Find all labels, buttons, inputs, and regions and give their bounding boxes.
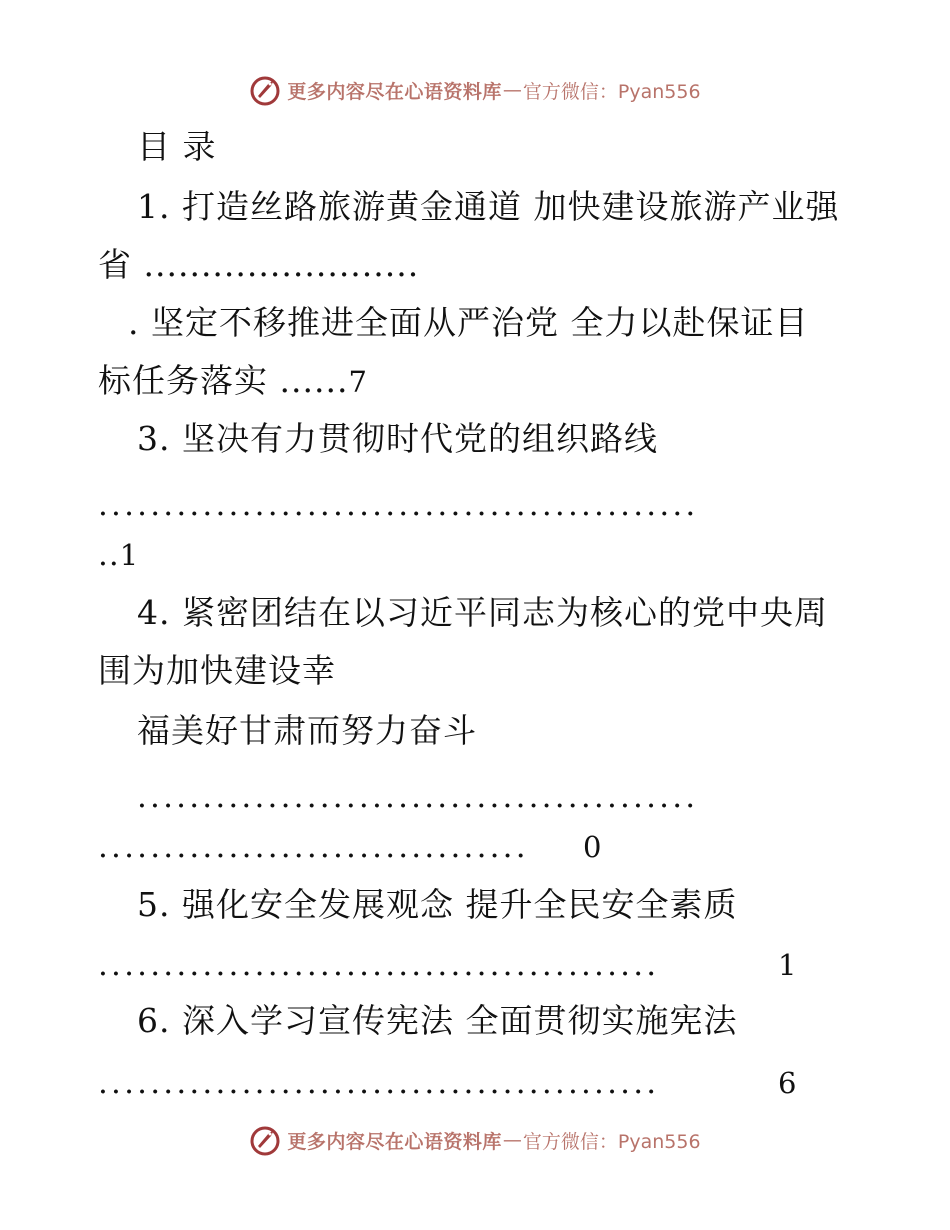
banner-wechat: 官方微信：Pyan556: [522, 80, 701, 103]
toc-title: 目 录: [137, 127, 217, 166]
toc-entry-2-text: 标任务落实: [98, 361, 268, 400]
toc-entry-3-line1: 3. 坚决有力贯彻时代党的组织路线: [137, 419, 658, 458]
toc-entry-1-leader: ........................: [132, 245, 420, 284]
toc-entry-5-leader-end: [98, 945, 950, 985]
toc-entry-2-line1: . 坚定不移推进全面从严治党 全力以赴保证目: [128, 303, 809, 342]
toc-entry-1-text: 省: [98, 245, 132, 284]
toc-entry-5-line1: 5. 强化安全发展观念 提升全民安全素质: [137, 885, 738, 924]
pen-nib-logo-icon: [249, 1124, 281, 1156]
banner-text: 更多内容尽在心语资料库: [287, 1130, 502, 1153]
toc-entry-4-leader-dots: ...........................................: [137, 779, 699, 815]
toc-entry-2-page: 7: [348, 365, 367, 399]
toc-entry-5-leader-dots: ...........................................: [98, 947, 660, 983]
toc-entry-3-leader-tail: ..: [98, 537, 120, 573]
toc-entry-3-leader-dots: ..............................................: [98, 487, 699, 523]
toc-entry-4-leader-full: [137, 777, 950, 817]
toc-entry-2-line2: [98, 356, 950, 406]
toc-entry-4-leader-end: [98, 827, 950, 867]
toc-entry-1-line1: 1. 打造丝路旅游黄金通道 加快建设旅游产业强: [137, 187, 840, 226]
toc-entry-4-line3: 福美好甘肃而努力奋斗: [137, 711, 477, 750]
toc-entry-4-line1: 4. 紧密团结在以习近平同志为核心的党中央周: [137, 593, 828, 632]
toc-entry-4-page: 0: [583, 830, 602, 864]
toc-entry-5-page: 1: [778, 948, 797, 982]
toc-entry-1-line2: [98, 240, 950, 290]
toc-entry-6-leader-dots: ...........................................: [98, 1065, 660, 1101]
banner-text: 更多内容尽在心语资料库: [287, 80, 502, 103]
footer-banner: [0, 1120, 950, 1160]
toc-entry-6-line1: 6. 深入学习宣传宪法 全面贯彻实施宪法: [137, 1001, 738, 1040]
header-banner: [0, 70, 950, 110]
toc-entry-4-line2: 围为加快建设幸: [98, 651, 336, 690]
banner-dash: —: [502, 79, 522, 101]
banner-wechat: 官方微信：Pyan556: [522, 1130, 701, 1153]
toc-entry-3-leader-full: [98, 485, 950, 525]
toc-entry-4-leader-tail: .................................: [98, 829, 529, 865]
toc-entry-3-leader-end: [98, 535, 950, 575]
toc-entry-6-leader-end: [98, 1063, 950, 1103]
toc-entry-3-page: 1: [119, 538, 139, 572]
toc-entry-6-page: 6: [778, 1066, 797, 1100]
pen-nib-logo-icon: [249, 74, 281, 106]
banner-dash: —: [502, 1129, 522, 1151]
toc-entry-2-leader: ......: [268, 361, 349, 400]
